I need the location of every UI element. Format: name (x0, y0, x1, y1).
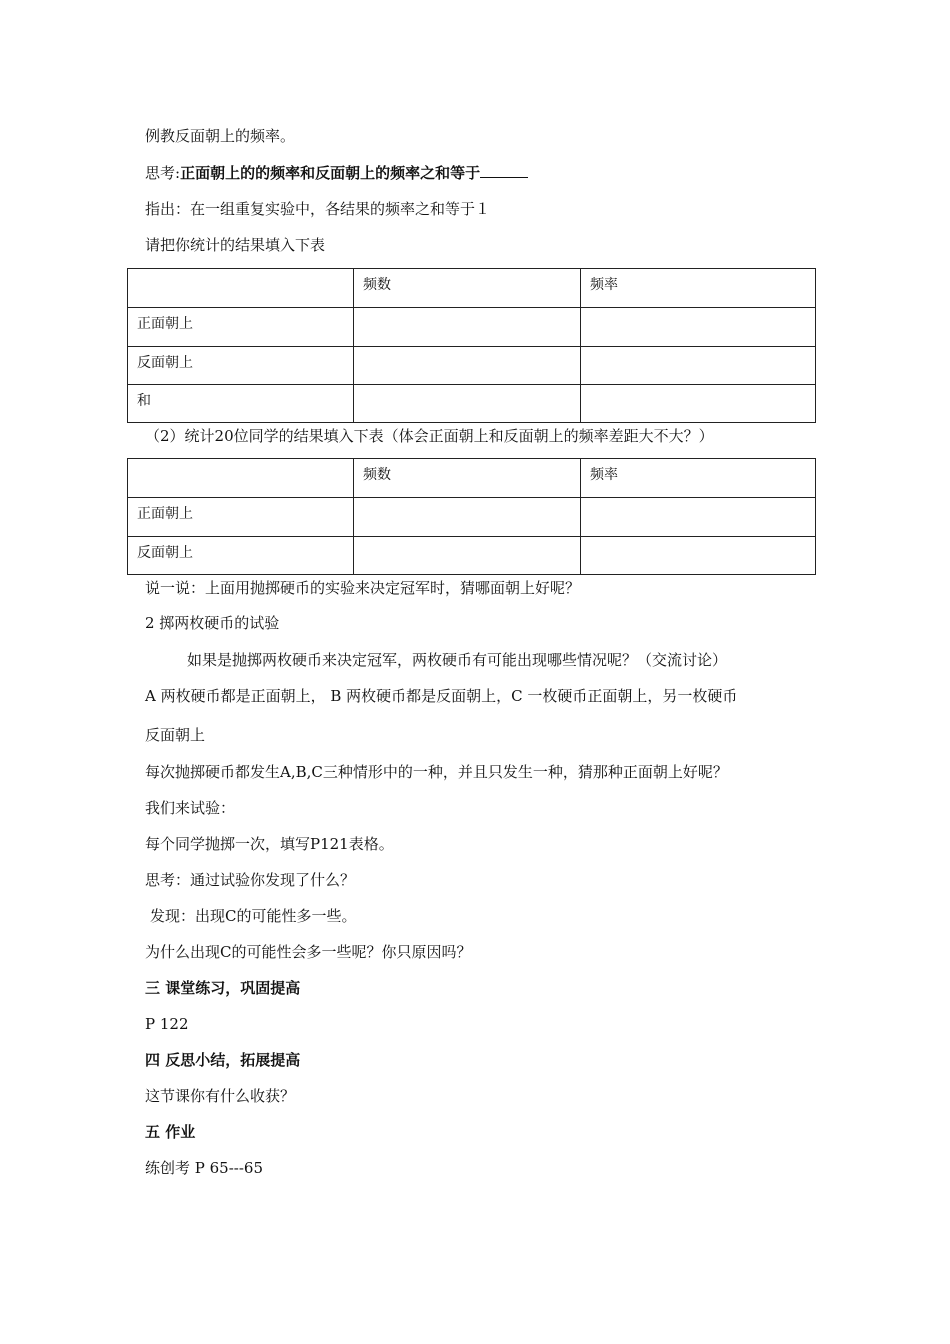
section-heading: 五 作业 (145, 1123, 196, 1141)
result-table-1 (127, 268, 816, 423)
text-line: P 122 (145, 1015, 189, 1033)
table-row-label: 反面朝上 (128, 537, 354, 575)
table-header-row (128, 459, 816, 498)
text-line: 指出：在一组重复实验中，各结果的频率之和等于１ (145, 200, 491, 218)
table-header-cell: 频率 (581, 269, 816, 308)
table-row-label: 反面朝上 (128, 347, 354, 385)
table-cell (354, 537, 581, 575)
table-row (128, 347, 816, 385)
text-line: 说一说：上面用抛掷硬币的实验来决定冠军时，猜哪面朝上好呢？ (145, 579, 581, 597)
table-cell (128, 459, 354, 498)
text-line: 这节课你有什么收获？ (145, 1087, 296, 1105)
table-row (128, 498, 816, 537)
table-cell (581, 385, 816, 423)
section-heading: 三 课堂练习，巩固提高 (145, 979, 301, 997)
table-row (128, 385, 816, 423)
table-row-label: 正面朝上 (128, 498, 354, 537)
text-line: 我们来试验： (145, 799, 236, 817)
text-line: 每个同学抛掷一次，填写P121表格。 (145, 835, 394, 853)
table-header-row (128, 269, 816, 308)
text-line: A 两枚硬币都是正面朝上， B 两枚硬币都是反面朝上，C 一枚硬币正面朝上，另一枚硬币 (145, 687, 738, 705)
text-line: 如果是抛掷两枚硬币来决定冠军，两枚硬币有可能出现哪些情况呢？（交流讨论） (187, 651, 728, 669)
table-row (128, 308, 816, 347)
table-header-cell: 频数 (354, 269, 581, 308)
table-header-cell: 频数 (354, 459, 581, 498)
text-line: 反面朝上 (145, 726, 206, 744)
think-question-bold: 正面朝上的的频率和反面朝上的频率之和等于 (180, 164, 481, 182)
text-line: 为什么出现C的可能性会多一些呢？你只原因吗？ (145, 943, 472, 961)
text-line: 发现：出现C的可能性多一些。 (150, 907, 357, 925)
table-row (128, 537, 816, 575)
text-line: 例教反面朝上的频率。 (145, 127, 296, 145)
text-line: 每次抛掷硬币都发生A,B,C三种情形中的一种，并且只发生一种，猜那种正面朝上好呢？ (145, 763, 728, 781)
text-line: 思考：通过试验你发现了什么？ (145, 871, 356, 889)
table-cell (581, 537, 816, 575)
table-header-cell: 频率 (581, 459, 816, 498)
answer-blank (480, 163, 528, 178)
section-heading: 四 反思小结，拓展提高 (145, 1051, 301, 1069)
table-cell (354, 347, 581, 385)
table-cell (581, 308, 816, 347)
think-prefix: 思考: (145, 164, 181, 182)
text-line: （2）统计20位同学的结果填入下表（体会正面朝上和反面朝上的频率差距大不大？） (145, 427, 714, 445)
table-cell (581, 347, 816, 385)
table-cell (581, 498, 816, 537)
text-line: 练创考 P 65---65 (145, 1159, 264, 1177)
section-subheading: 2 掷两枚硬币的试验 (145, 614, 280, 632)
think-question (145, 163, 528, 183)
text-line: 请把你统计的结果填入下表 (145, 236, 326, 254)
table-row-label: 和 (128, 385, 354, 423)
table-cell (354, 498, 581, 537)
result-table-2 (127, 458, 816, 575)
table-cell (354, 308, 581, 347)
table-cell (128, 269, 354, 308)
table-cell (354, 385, 581, 423)
table-row-label: 正面朝上 (128, 308, 354, 347)
